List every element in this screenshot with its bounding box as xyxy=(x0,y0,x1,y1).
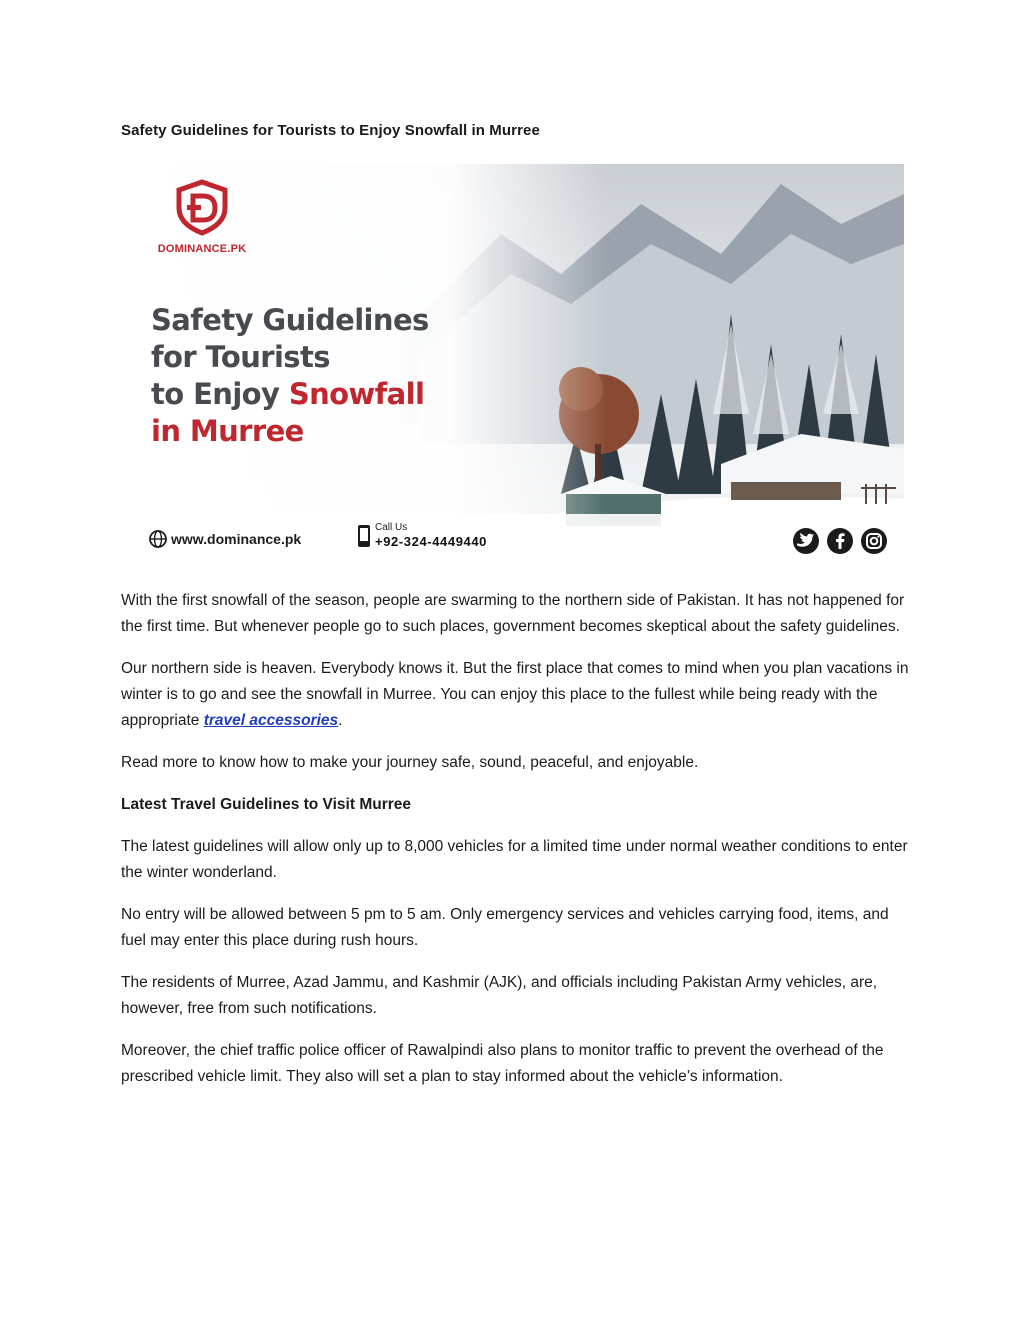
headline-line-2: for Tourists xyxy=(151,340,330,374)
phone-number: +92-324-4449440 xyxy=(375,534,488,549)
website-text: www.dominance.pk xyxy=(171,531,302,547)
paragraph-1: With the first snowfall of the season, people are swarming to the northern side of Pakistan. It has not happened for the first time. But whenever people go to such places, government becomes skeptical about the safety guidelines. xyxy=(121,592,905,635)
facebook-icon xyxy=(827,528,853,554)
headline-line-3 xyxy=(151,376,481,413)
paragraph-4: The latest guidelines will allow only up to 8,000 vehicles for a limited time under normal weather conditions to enter the winter wonderland. xyxy=(121,838,908,881)
paragraph-7: Moreover, the chief traffic police officer of Rawalpindi also plans to monitor traffic to prevent the overhead of the prescribed vehicle limit. They also will set a plan to stay informed about the vehicle’s information. xyxy=(121,1042,884,1085)
twitter-icon xyxy=(793,528,819,554)
headline-accent-word: Snowfall xyxy=(288,377,425,411)
paragraph-5: No entry will be allowed between 5 pm to 5 am. Only emergency services and vehicles carrying food, items, and fuel may enter this place during rush hours. xyxy=(121,906,889,949)
headline-line-3-prefix: to Enjoy xyxy=(151,377,289,411)
paragraph-2-end: . xyxy=(338,712,343,729)
globe-icon xyxy=(149,530,167,548)
instagram-icon xyxy=(861,528,887,554)
paragraph-2 xyxy=(121,656,911,734)
phone-icon xyxy=(357,524,371,548)
paragraph-6: The residents of Murree, Azad Jammu, and Kashmir (AJK), and officials including Pakistan Army vehicles, are, however, free from such notifications. xyxy=(121,974,878,1017)
paragraph-2-text: Our northern side is heaven. Everybody knows it. But the first place that comes to mind when you plan vacations in winter is to go and see the snowfall in Murree. You can enjoy this place to the fullest while being ready with the appropriate xyxy=(121,660,909,729)
travel-accessories-link[interactable]: travel accessories xyxy=(203,712,339,729)
article-body xyxy=(121,588,911,1106)
headline-line-1: Safety Guidelines xyxy=(151,303,429,337)
shield-logo-icon xyxy=(173,178,231,236)
banner-headline xyxy=(151,302,481,450)
brand-name: DOMINANCE.PK xyxy=(157,243,247,255)
paragraph-3: Read more to know how to make your journey safe, sound, peaceful, and enjoyable. xyxy=(121,754,699,771)
call-label: Call Us xyxy=(375,522,408,533)
document-title: Safety Guidelines for Tourists to Enjoy Snowfall in Murree xyxy=(121,122,540,139)
brand-logo xyxy=(147,178,257,255)
banner-website xyxy=(149,530,301,548)
headline-line-4: in Murree xyxy=(151,414,304,448)
section-heading: Latest Travel Guidelines to Visit Murree xyxy=(121,796,412,813)
banner-image xyxy=(121,164,904,570)
